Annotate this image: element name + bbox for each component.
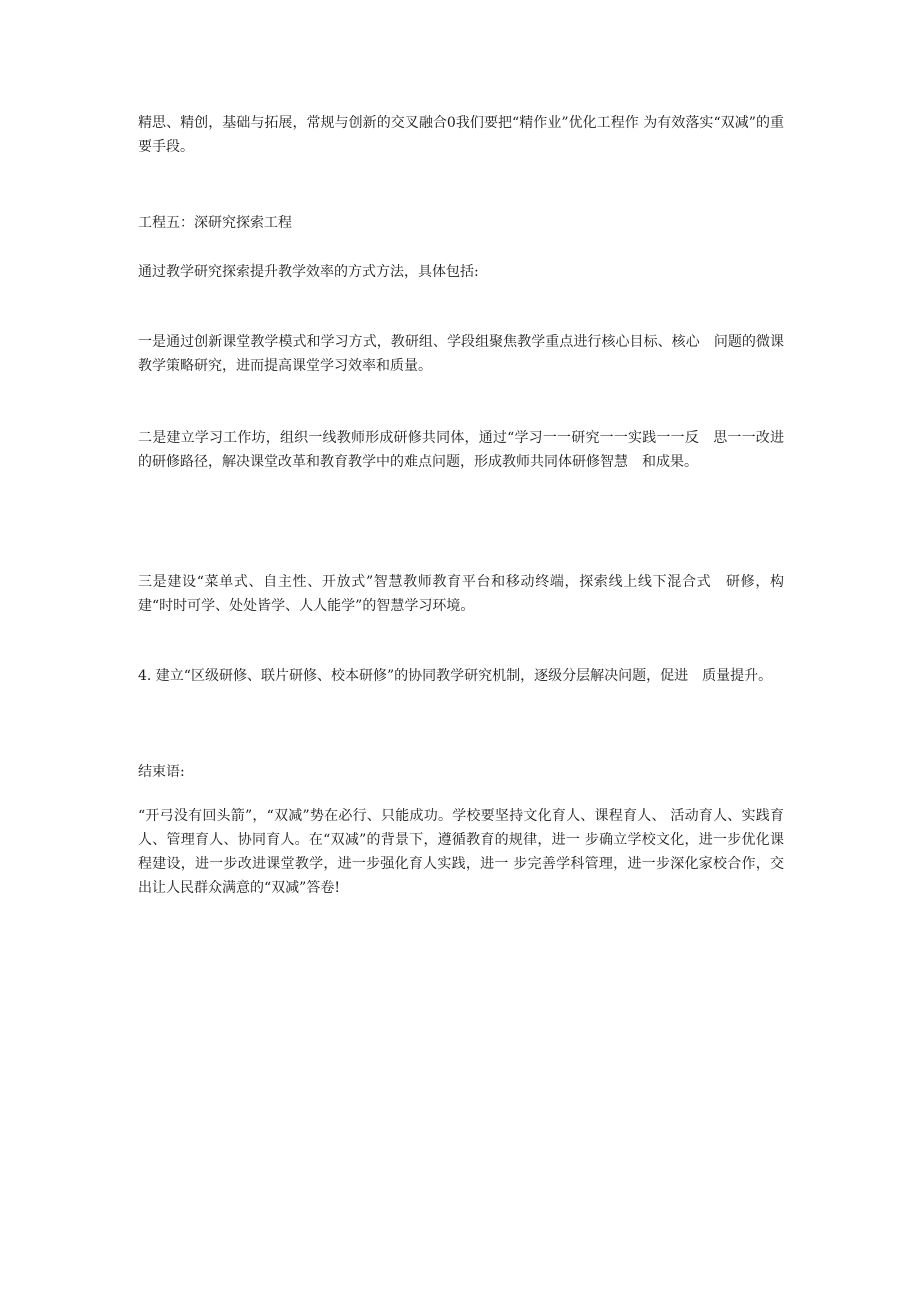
section-five-heading: 工程五：深研究探索工程 (138, 215, 292, 231)
item-four-paragraph: 4. 建立“区级研修、联片研修、校本研修”的协同教学研究机制，逐级分层解决问题，促进 质量提升。 (138, 668, 773, 684)
item-one-paragraph: 一是通过创新课堂教学模式和学习方式，教研组、学段组聚焦教学重点进行核心目标、核心 问题的微课教学策略研究，进而提高课堂学习效率和质量。 (138, 334, 784, 374)
conclusion-paragraph: “开弓没有回头箭”，“双减”势在必行、只能成功。学校要坚持文化育人、课程育人、 活动育人、实践育人、管理育人、协同育人。在“双减”的背景下，遵循教育的规律，进一 步确立学校文化，进一步优化课程建设，进一步改进课堂教学，进一步强化育人实践，进一 步完善学科管理，进一步深化家校合作，交出让人民群众满意的“双减”答卷! (138, 808, 784, 896)
item-two-paragraph: 二是建立学习工作坊，组织一线教师形成研修共同体，通过“学习一一研究一一实践一一反 思一一改进的研修路径，解决课堂改革和教育教学中的难点问题，形成教师共同体研修智慧 和成果。 (138, 430, 784, 470)
section-five-intro: 通过教学研究探索提升教学效率的方式方法，具体包括: (138, 264, 479, 280)
item-three-paragraph: 三是建设“菜单式、自主性、开放式”智慧教师教育平台和移动终端，探索线上线下混合式 研修，构建“时时可学、处处皆学、人人能学”的智慧学习环境。 (138, 574, 784, 614)
intro-paragraph: 精思、精创，基础与拓展，常规与创新的交叉融合0我们要把“精作业”优化工程作 为有效落实“双减”的重要手段。 (138, 115, 784, 155)
conclusion-heading: 结束语: (138, 764, 185, 780)
